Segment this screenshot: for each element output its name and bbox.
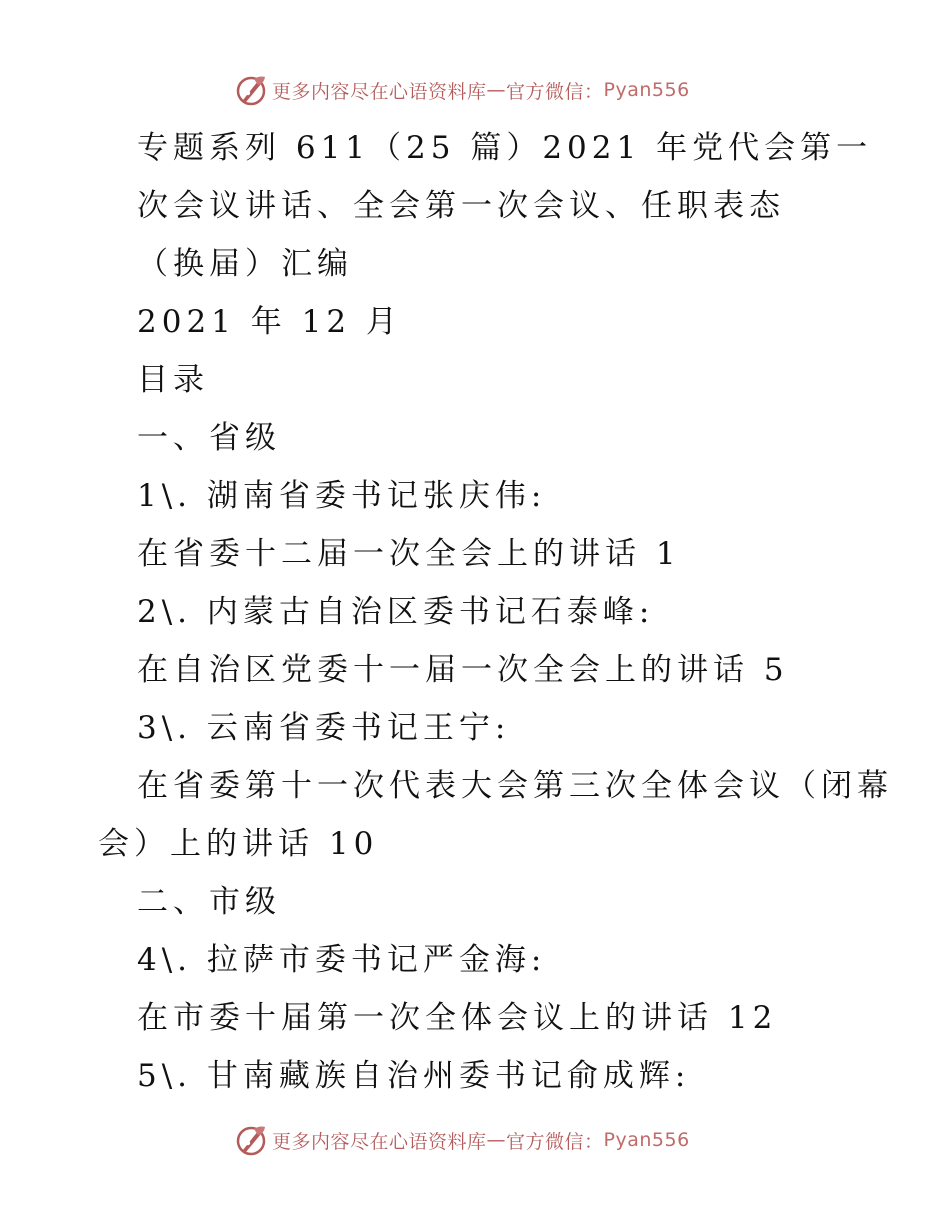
toc-entry-2-title: 2\. 内蒙古自治区委书记石泰峰: xyxy=(137,594,655,630)
toc-section-city: 二、市级 xyxy=(137,884,281,920)
toc-entry-3-title: 3\. 云南省委书记王宁: xyxy=(137,710,511,746)
watermark-contact-label: 官方微信： xyxy=(506,80,604,103)
toc-entry-1-title: 1\. 湖南省委书记张庆伟: xyxy=(137,478,547,514)
toc-entry-4-title: 4\. 拉萨市委书记严金海: xyxy=(137,942,547,978)
feather-pen-logo-icon xyxy=(234,1123,268,1157)
footer-watermark xyxy=(234,1120,690,1160)
watermark-contact-label: 官方微信： xyxy=(506,1130,604,1153)
doc-title-line-2: 次会议讲话、全会第一次会议、任职表态 xyxy=(137,188,785,224)
watermark-separator: — xyxy=(486,1129,507,1151)
toc-entry-5-title: 5\. 甘南藏族自治州委书记俞成辉: xyxy=(137,1058,691,1094)
watermark-site-text: 更多内容尽在心语资料库 xyxy=(272,80,487,103)
header-watermark xyxy=(234,70,690,110)
doc-title-line-3: （换届）汇编 xyxy=(137,246,353,282)
feather-pen-logo-icon xyxy=(234,73,268,107)
toc-entry-3-subtitle: 在省委第十一次代表大会第三次全体会议（闭幕 xyxy=(137,768,893,804)
watermark-separator: — xyxy=(486,79,507,101)
watermark-site-text: 更多内容尽在心语资料库 xyxy=(272,1130,487,1153)
toc-entry-2-subtitle: 在自治区党委十一届一次全会上的讲话 5 xyxy=(137,652,789,688)
toc-entry-3-subtitle-cont: 会）上的讲话 10 xyxy=(98,826,379,862)
toc-entry-4-subtitle: 在市委十届第一次全体会议上的讲话 12 xyxy=(137,1000,778,1036)
doc-title-line-1: 专题系列 611（25 篇）2021 年党代会第一 xyxy=(137,130,873,166)
toc-heading: 目录 xyxy=(137,362,209,398)
watermark-contact-id: Pyan556 xyxy=(603,1129,690,1151)
watermark-contact-id: Pyan556 xyxy=(603,79,690,101)
toc-section-provincial: 一、省级 xyxy=(137,420,281,456)
toc-entry-1-subtitle: 在省委十二届一次全会上的讲话 1 xyxy=(137,536,681,572)
doc-date: 2021 年 12 月 xyxy=(137,304,402,340)
